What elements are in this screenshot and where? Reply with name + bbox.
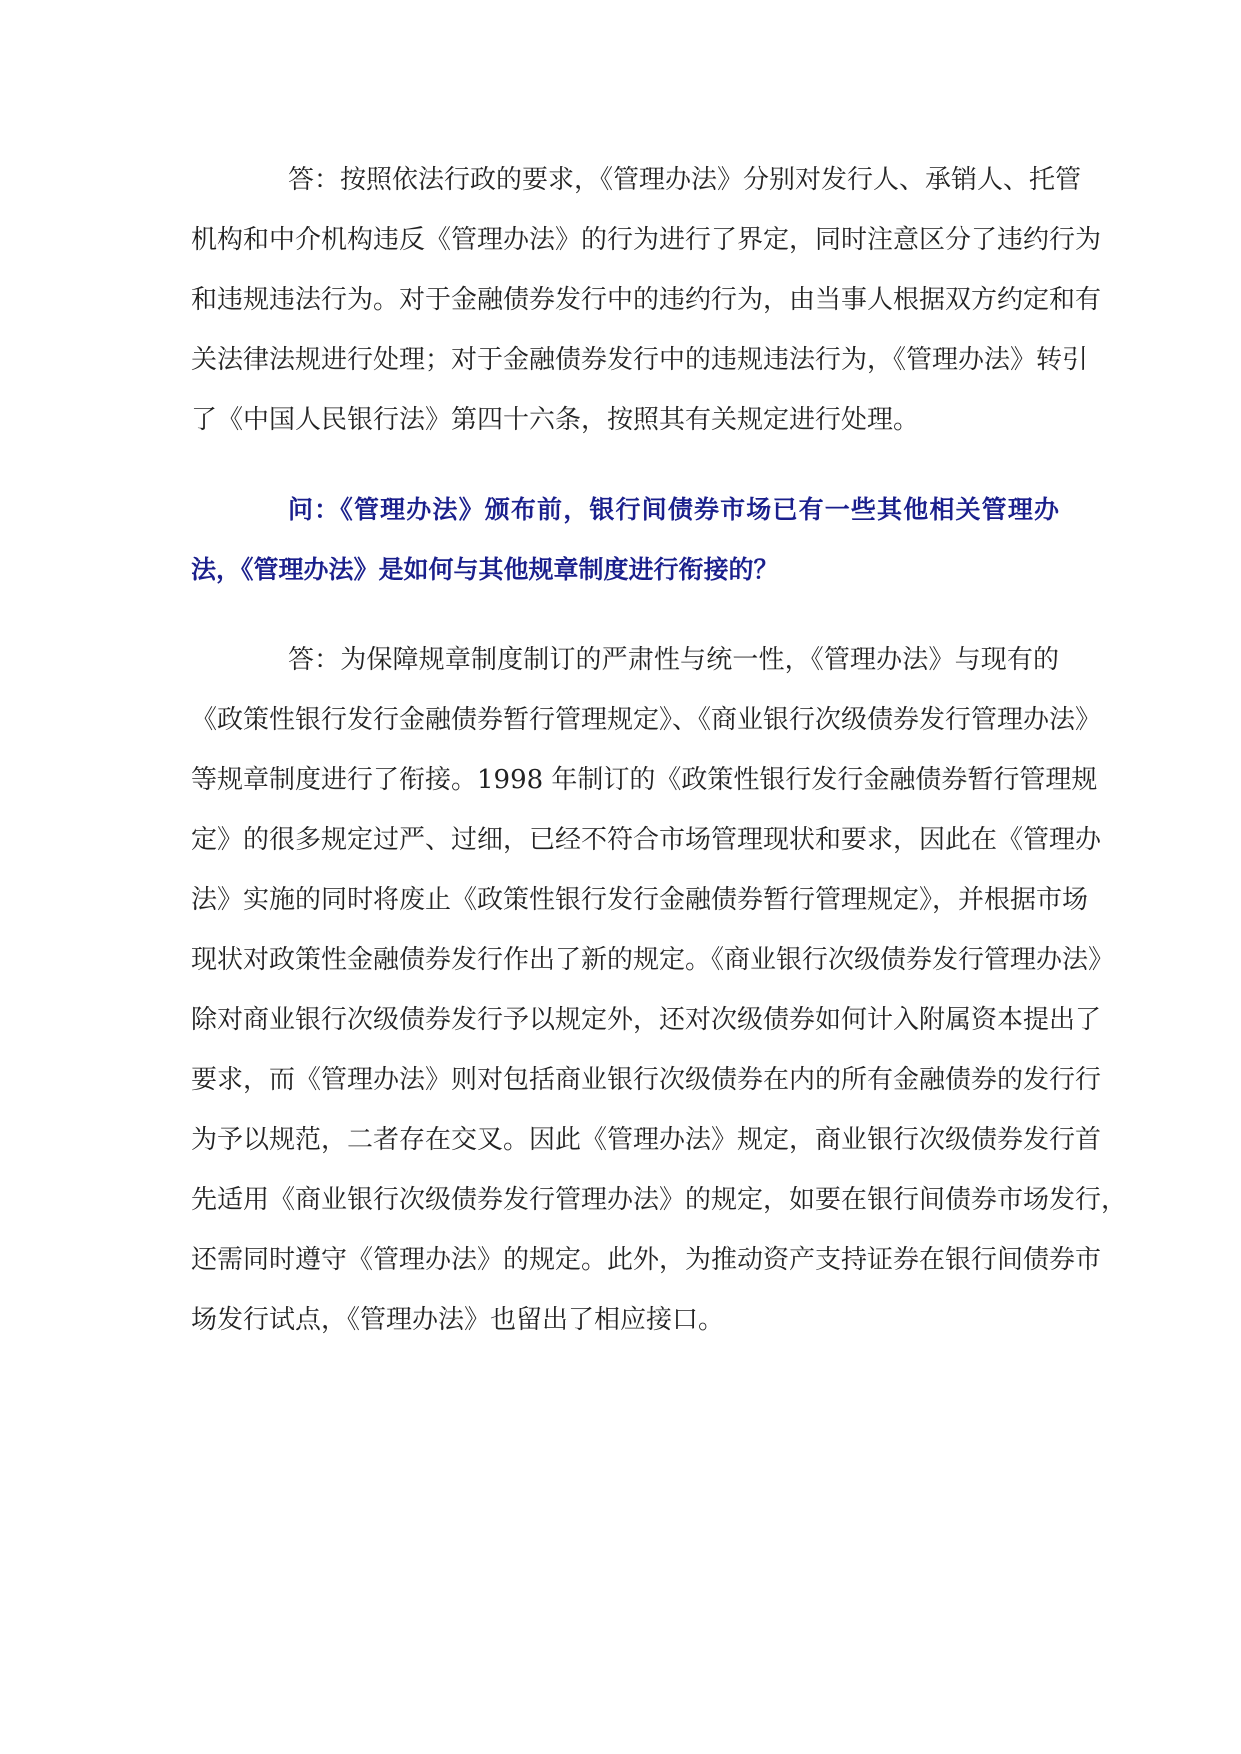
answer-1-line-2: 机构和中介机构违反《管理办法》的行为进行了界定，同时注意区分了违约行为: [191, 225, 1102, 255]
paragraph-spacer: [191, 460, 1059, 490]
answer-2-line-11: 还需同时遵守《管理办法》的规定。此外，为推动资产支持证券在银行间债券市: [191, 1245, 1102, 1275]
answer-2-line-9: 为予以规范，二者存在交叉。因此《管理办法》规定，商业银行次级债券发行首: [191, 1125, 1102, 1155]
answer-2-line-2: 《政策性银行发行金融债券暂行管理规定》、《商业银行次级债券发行管理办法》: [191, 705, 1102, 735]
answer-paragraph-2: [191, 640, 1128, 1360]
answer-1-line-5: 了《中国人民银行法》第四十六条，按照其有关规定进行处理。: [191, 405, 920, 435]
answer-2-line-1: 答：为保障规章制度制订的严肃性与统一性，《管理办法》与现有的: [288, 645, 1059, 675]
answer-2-line-4: 定》的很多规定过严、过细，已经不符合市场管理现状和要求，因此在《管理办: [191, 825, 1102, 855]
question-2-line-2: 法，《管理办法》是如何与其他规章制度进行衔接的？: [191, 555, 779, 584]
question-paragraph-2: [191, 490, 1059, 610]
answer-2-line-6: 现状对政策性金融债券发行作出了新的规定。《商业银行次级债券发行管理办法》: [191, 945, 1115, 975]
answer-2-line-5: 法》实施的同时将废止《政策性银行发行金融债券暂行管理规定》，并根据市场: [191, 885, 1089, 915]
answer-1-line-1: 答：按照依法行政的要求，《管理办法》分别对发行人、承销人、托管: [288, 165, 1082, 195]
question-2-line-1: 问：《管理办法》颁布前，银行间债券市场已有一些其他相关管理办: [288, 495, 1059, 524]
answer-2-line-10: 先适用《商业银行次级债券发行管理办法》的规定，如要在银行间债券市场发行，: [191, 1185, 1128, 1215]
answer-2-line-7: 除对商业银行次级债券发行予以规定外，还对次级债券如何计入附属资本提出了: [191, 1005, 1102, 1035]
paragraph-spacer: [191, 610, 1059, 640]
answer-1-line-3: 和违规违法行为。对于金融债券发行中的违约行为，由当事人根据双方约定和有: [191, 285, 1102, 315]
document-body: [191, 160, 1128, 1360]
answer-2-line-8: 要求，而《管理办法》则对包括商业银行次级债券在内的所有金融债券的发行行: [191, 1065, 1102, 1095]
answer-2-line-3: 等规章制度进行了衔接。1998 年制订的《政策性银行发行金融债券暂行管理规: [191, 765, 1098, 795]
answer-1-line-4: 关法律法规进行处理；对于金融债券发行中的违规违法行为，《管理办法》转引: [191, 345, 1089, 375]
answer-2-line-12: 场发行试点，《管理办法》也留出了相应接口。: [191, 1305, 725, 1335]
answer-paragraph-1: [191, 160, 1102, 460]
